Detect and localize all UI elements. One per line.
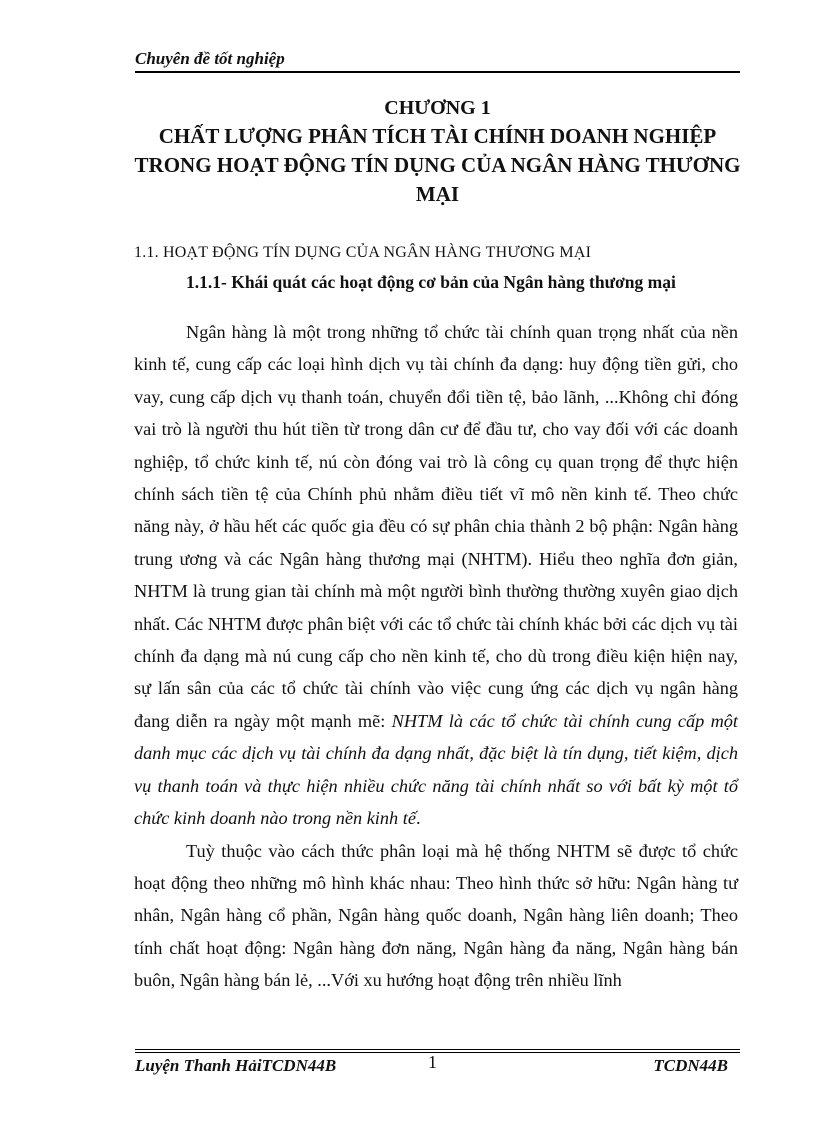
footer-divider-top xyxy=(135,1049,740,1050)
body-paragraph-1 xyxy=(134,316,738,835)
running-header-title: Chuyên đề tốt nghiệp xyxy=(135,49,285,68)
section-heading: 1.1. HOẠT ĐỘNG TÍN DỤNG CỦA NGÂN HÀNG THƯƠNG MẠI xyxy=(134,244,592,261)
footer-class-code: TCDN44B xyxy=(653,1056,728,1075)
body-text xyxy=(134,316,738,997)
subsection-heading: 1.1.1- Khái quát các hoạt động cơ bản của Ngân hàng thương mại xyxy=(186,272,676,292)
chapter-label: CHƯƠNG 1 xyxy=(384,97,491,119)
paragraph-1-text: Ngân hàng là một trong những tổ chức tài chính quan trọng nhất của nền kinh tế, cung cấp các loại hình dịch vụ tài chính đa dạng: huy động tiền gửi, cho vay, cung cấp dịch vụ thanh toán, chuyển đổi tiền tệ, bảo lãnh, ...Không chỉ đóng vai trò là người thu hút tiền từ trong dân cư để đầu tư, cho vay đối với các doanh nghiệp, tổ chức kinh tế, nú còn đóng vai trò là công cụ quan trọng để thực hiện chính sách tiền tệ của Chính phủ nhằm điều tiết vĩ mô nền kinh tế. Theo chức năng này, ở hầu hết các quốc gia đều có sự phân chia thành 2 bộ phận: Ngân hàng trung ương và các Ngân hàng thương mại (NHTM). Hiểu theo nghĩa đơn giản, NHTM là trung gian tài chính mà một người bình thường thường xuyên giao dịch nhất. Các NHTM được phân biệt với các tổ chức tài chính khác bởi các dịch vụ tài chính đa dạng mà nú cung cấp cho nền kinh tế, cho dù trong điều kiện hiện nay, sự lấn sân của các tổ chức tài chính vào việc cung ứng các dịch vụ ngân hàng đang diễn ra ngày một mạnh mẽ: xyxy=(134,322,738,731)
footer-author: Luyện Thanh HảiTCDN44B xyxy=(135,1056,337,1075)
chapter-title: CHẤT LƯỢNG PHÂN TÍCH TÀI CHÍNH DOANH NGHIỆP TRONG HOẠT ĐỘNG TÍN DỤNG CỦA NGÂN HÀNG THƯƠNG MẠI xyxy=(134,124,741,206)
body-paragraph-2: Tuỳ thuộc vào cách thức phân loại mà hệ thống NHTM sẽ được tổ chức hoạt động theo những mô hình khác nhau: Theo hình thức sở hữu: Ngân hàng tư nhân, Ngân hàng cổ phần, Ngân hàng quốc doanh, Ngân hàng liên doanh; Theo tính chất hoạt động: Ngân hàng đơn năng, Ngân hàng đa năng, Ngân hàng bán buôn, Ngân hàng bán lẻ, ...Với xu hướng hoạt động trên nhiều lĩnh xyxy=(134,840,738,991)
header-divider xyxy=(135,71,740,73)
paragraph-1-definition: NHTM là các tổ chức tài chính cung cấp một danh mục các dịch vụ tài chính đa dạng nhất, đặc biệt là tín dụng, tiết kiệm, dịch vụ thanh toán và thực hiện nhiều chức năng tài chính nhất so với bất kỳ một tổ chức kinh doanh nào trong nền kinh tế xyxy=(134,710,738,829)
paragraph-1-end: . xyxy=(415,808,421,829)
page-number: 1 xyxy=(428,1052,437,1072)
footer-divider-bottom xyxy=(135,1052,740,1053)
